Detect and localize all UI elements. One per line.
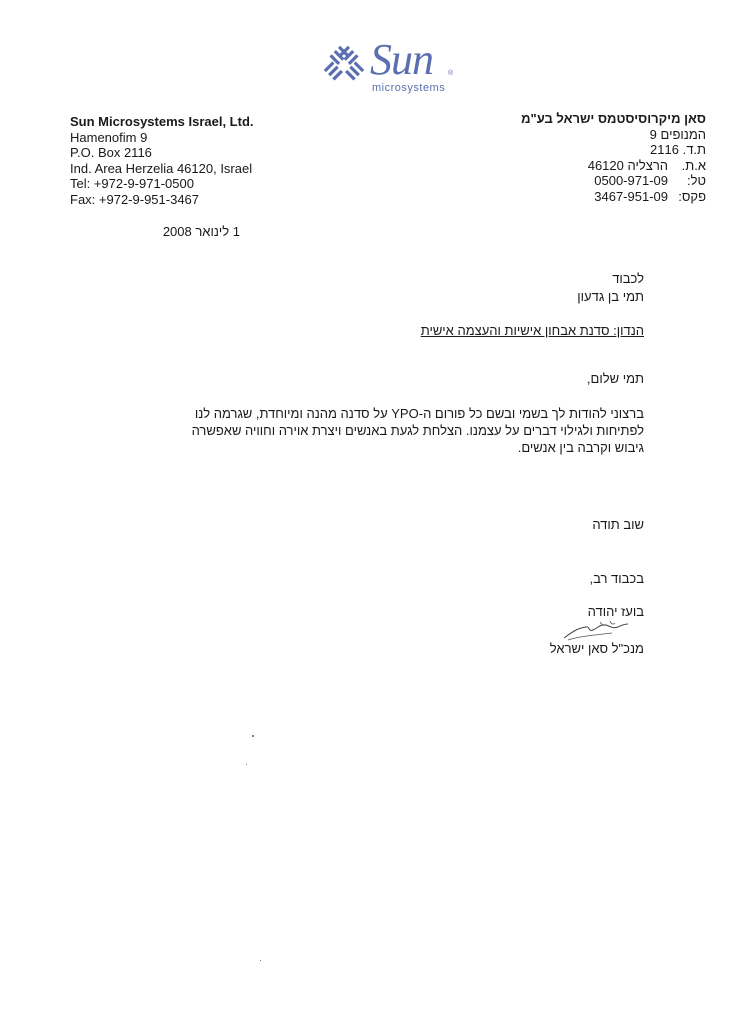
hebrew-fax-row <box>446 189 706 205</box>
registered-mark: ® <box>448 70 454 77</box>
thanks-line: שוב תודה <box>592 517 644 532</box>
sun-logo <box>318 35 458 100</box>
english-company-name: Sun Microsystems Israel, Ltd. <box>70 114 254 129</box>
letter-date: 1 לינואר 2008 <box>162 224 240 239</box>
scan-speck <box>246 764 247 765</box>
recipient-name: תמי בן גדעון <box>577 289 644 304</box>
hebrew-company-name: סאן מיקרוסיסטמס ישראל בע"מ <box>521 111 706 126</box>
logo-wordmark: Sun <box>370 35 433 84</box>
greeting: תמי שלום, <box>586 371 644 386</box>
letter-subject: הנדון: סדנת אבחון אישיות והעצמה אישית <box>420 323 644 338</box>
hebrew-fax-label: פקס: <box>678 188 706 204</box>
hebrew-tel-row <box>446 173 706 189</box>
hebrew-tel-label: טל: <box>687 173 706 188</box>
handwritten-signature <box>560 618 630 642</box>
hebrew-area-value: הרצליה 46120 <box>587 157 668 173</box>
signer-name: בועז יהודה <box>587 604 644 619</box>
english-area: Ind. Area Herzelia 46120, Israel <box>70 160 253 176</box>
hebrew-area-label: א.ת. <box>681 157 706 173</box>
scan-speck <box>252 735 254 737</box>
hebrew-area-row <box>446 158 706 174</box>
english-tel: Tel: +972-9-971-0500 <box>70 176 194 191</box>
hebrew-street: המנופים 9 <box>649 126 706 142</box>
letter-paragraph: ברצוני להודות לך בשמי ובשם כל פורום ה-YPO על סדנה מהנה ומיוחדת, שגרמה לנו לפתיחות ולגילוי דברים על עצמנו. הצלחת לגעת באנשים ויצרת אוירה וחוויה שאפשרה גיבוש וקרבה בין אנשים. <box>191 406 644 455</box>
logo-subtitle: microsystems <box>372 82 446 94</box>
salutation-to: לכבוד <box>612 271 644 286</box>
hebrew-fax-value: 3467-951-09 <box>594 188 668 204</box>
english-street: Hamenofim 9 <box>70 129 148 145</box>
english-address-block <box>70 114 254 207</box>
sun-logo-icon <box>318 40 370 92</box>
english-pobox: P.O. Box 2116 <box>70 145 152 160</box>
closing-regards: בכבוד רב, <box>589 571 644 586</box>
scan-speck <box>260 960 261 961</box>
hebrew-tel-value: 0500-971-09 <box>594 173 668 188</box>
english-fax: Fax: +972-9-951-3467 <box>70 191 200 207</box>
signer-title: מנכ"ל סאן ישראל <box>549 641 644 656</box>
hebrew-address-block <box>446 111 706 204</box>
hebrew-pobox: ת.ד. 2116 <box>650 142 706 157</box>
